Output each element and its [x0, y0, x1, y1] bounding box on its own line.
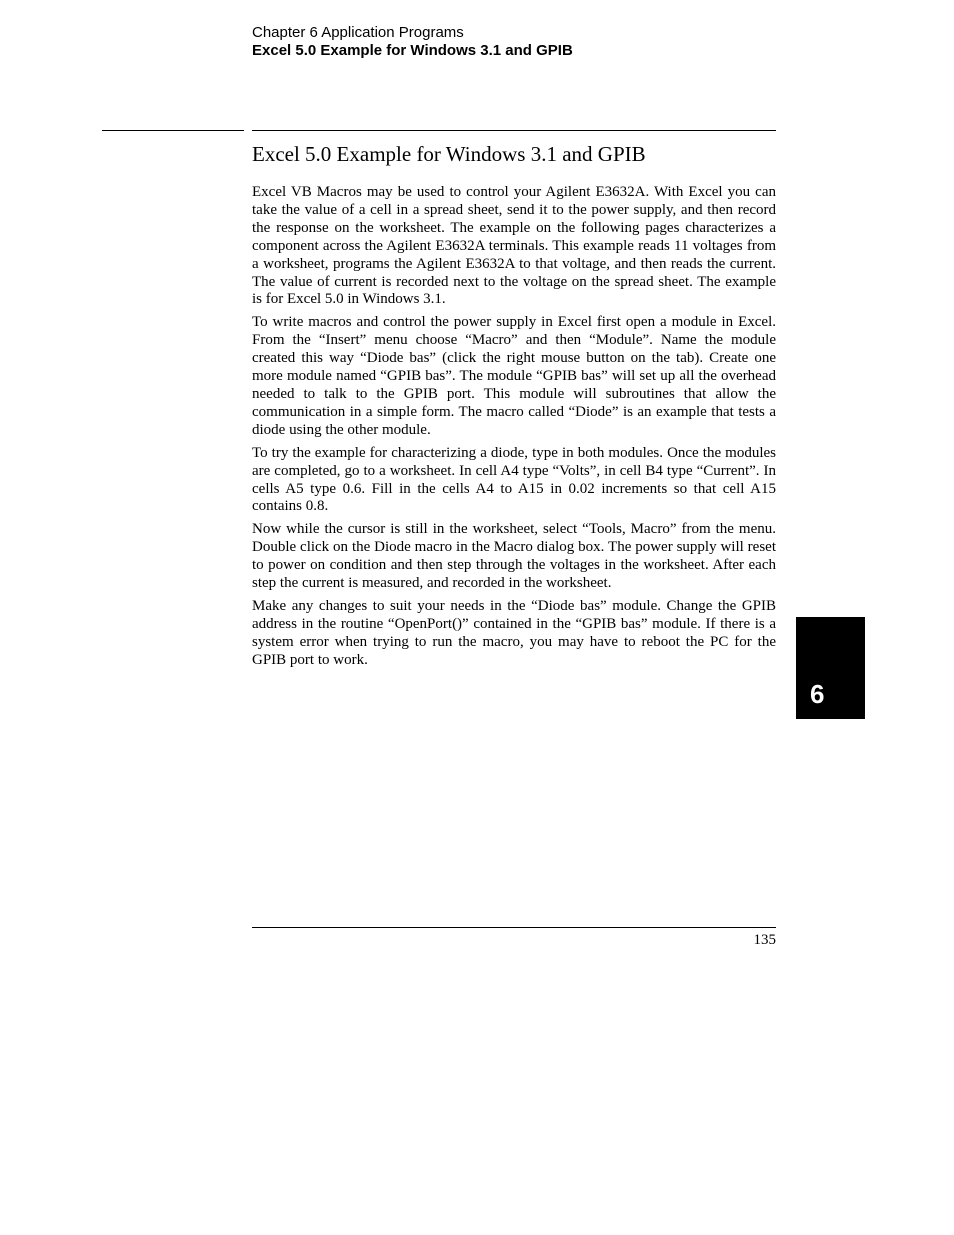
paragraph-1: Excel VB Macros may be used to control your Agilent E3632A. With Excel you can take the value of a cell in a spread sheet, send it to the power supply, and then record the response on the worksheet. The example on the following pages characterizes a component across the Agilent E3632A terminals. This example reads 11 voltages from a worksheet, programs the Agilent E3632A to that voltage, and then reads the current. The value of current is recorded next to the voltage on the spread sheet. The example is for Excel 5.0 in Windows 3.1. [252, 184, 776, 308]
running-header-section: Excel 5.0 Example for Windows 3.1 and GPIB [252, 42, 573, 59]
running-header-chapter: Chapter 6 Application Programs [252, 24, 464, 41]
section-rule [252, 130, 776, 131]
chapter-tab-number: 6 [810, 679, 825, 709]
paragraph-5: Make any changes to suit your needs in the “Diode bas” module. Change the GPIB address in the routine “OpenPort()” contained in the “GPIB bas” module. If there is a system error when trying to run the macro, you may have to reboot the PC for the GPIB port to work. [252, 597, 776, 668]
page-number: 135 [753, 932, 776, 948]
paragraph-3: To try the example for characterizing a diode, type in both modules. Once the modules are completed, go to a worksheet. In cell A4 type “Volts”, in cell B4 type “Current”. In cells A5 type 0.6. Fill in the cells A4 to A15 in 0.02 increments so that cell A15 contains 0.8. [252, 444, 776, 515]
body-text [252, 184, 776, 675]
footer-rule [252, 927, 776, 928]
section-title: Excel 5.0 Example for Windows 3.1 and GPIB [252, 142, 646, 166]
paragraph-2: To write macros and control the power supply in Excel first open a module in Excel. From the “Insert” menu choose “Macro” and then “Module”. Name the module created this way “Diode bas” (click the right mouse button on the tab). Create one more module named “GPIB bas”. The module “GPIB bas” will set up all the overhead needed to talk to the GPIB port. This module will subroutines that allow the communication in a simple form. The macro called “Diode” is an example that tests a diode using the other module. [252, 314, 776, 438]
left-margin-rule [102, 130, 244, 131]
chapter-tab [796, 617, 865, 719]
paragraph-4: Now while the cursor is still in the worksheet, select “Tools, Macro” from the menu. Double click on the Diode macro in the Macro dialog box. The power supply will reset to power on condition and then step through the voltages in the worksheet. After each step the current is measured, and recorded in the worksheet. [252, 521, 776, 592]
